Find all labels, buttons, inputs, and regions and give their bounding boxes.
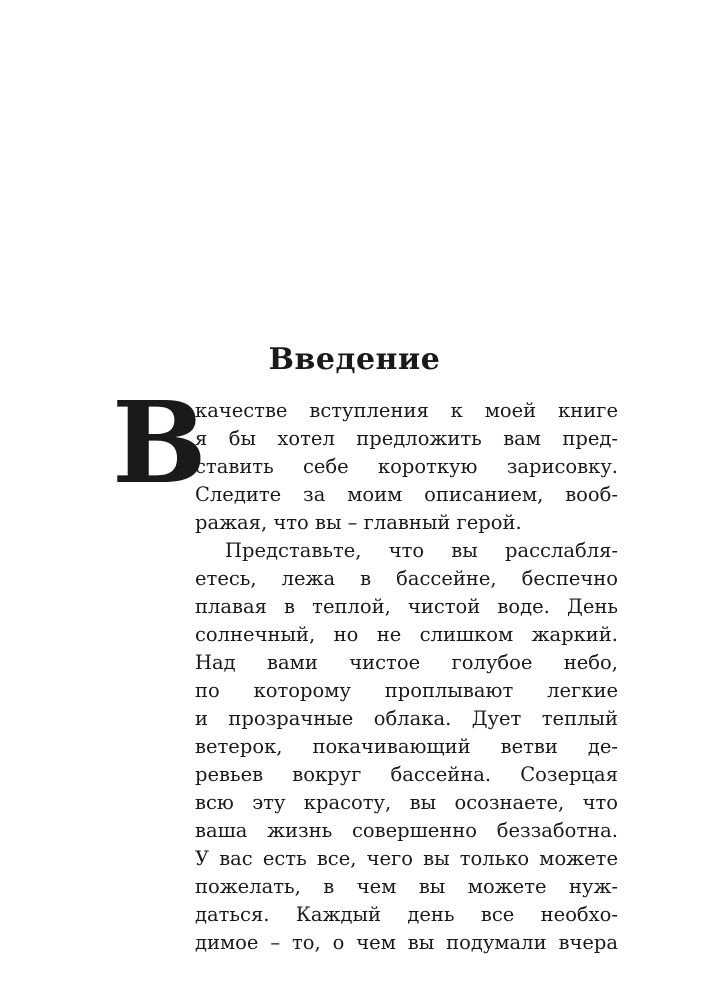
body-line: и прозрачные облака. Дует теплый xyxy=(195,707,618,730)
body-line: я бы хотел предложить вам пред- xyxy=(195,427,618,450)
body-line: димое – то, о чем вы подумали вчера xyxy=(195,931,618,954)
body-line: ваша жизнь совершенно беззаботна. xyxy=(195,819,618,842)
body-line: У вас есть все, чего вы только можете xyxy=(195,847,618,870)
body-line: ставить себе короткую зарисовку. xyxy=(195,455,618,478)
body-line: плавая в теплой, чистой воде. День xyxy=(195,595,618,618)
chapter-title: Введение xyxy=(268,342,441,377)
body-line: Представьте, что вы расслабля- xyxy=(225,539,618,562)
body-line: ревьев вокруг бассейна. Созерцая xyxy=(195,763,618,786)
body-line: солнечный, но не слишком жаркий. xyxy=(195,623,618,646)
body-line: даться. Каждый день все необхо- xyxy=(195,903,618,926)
body-line: всю эту красоту, вы осознаете, что xyxy=(195,791,618,814)
body-line: Над вами чистое голубое небо, xyxy=(195,651,618,674)
body-line: по которому проплывают легкие xyxy=(195,679,618,702)
body-line: качестве вступления к моей книге xyxy=(195,399,618,422)
body-line: пожелать, в чем вы можете нуж- xyxy=(195,875,618,898)
body-line: етесь, лежа в бассейне, беспечно xyxy=(195,567,618,590)
body-line: ветерок, покачивающий ветви де- xyxy=(195,735,618,758)
body-line: ражая, что вы – главный герой. xyxy=(195,511,522,534)
body-line: Следите за моим описанием, вооб- xyxy=(195,483,618,506)
drop-cap-letter: В xyxy=(112,378,207,509)
